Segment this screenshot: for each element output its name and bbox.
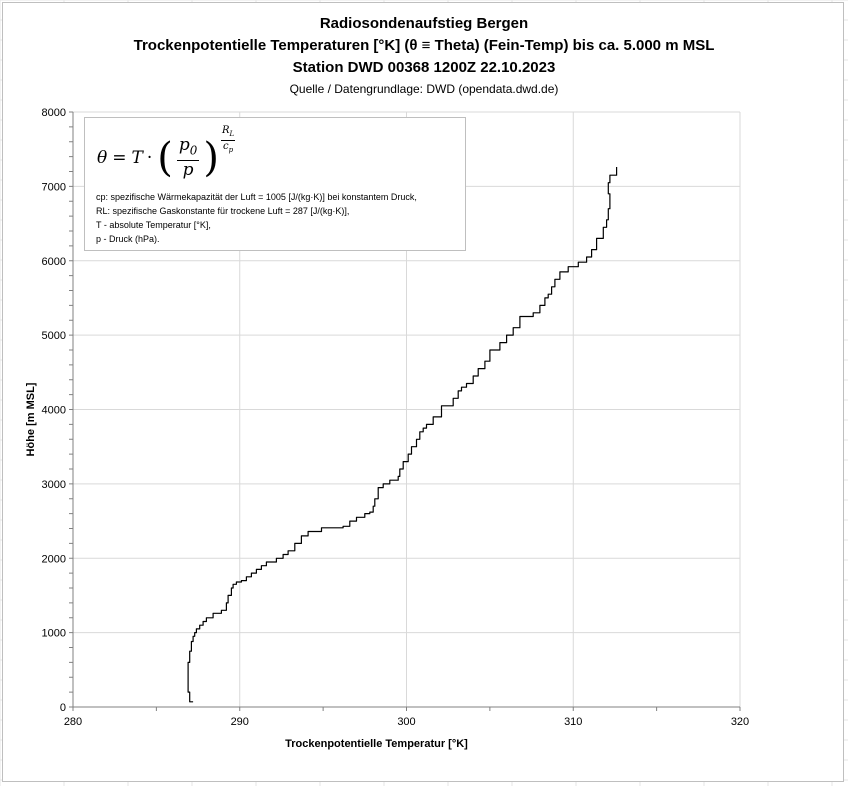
x-tick-label: 320	[730, 716, 750, 728]
annotation-line-p: p - Druck (hPa).	[96, 234, 160, 244]
y-tick-label: 5000	[41, 330, 66, 343]
y-tick-label: 0	[59, 702, 66, 714]
y-tick-label: 4000	[41, 404, 66, 417]
x-tick-label: 290	[230, 716, 249, 728]
y-tick-label: 1000	[41, 627, 66, 640]
x-axis-title: Trockenpotentielle Temperatur [°K]	[285, 738, 468, 750]
chart-subtitle-line-1: Trockenpotentielle Temperaturen [°K] (θ ≡ Theta) (Fein-Temp) bis ca. 5.000 m MSL	[133, 37, 715, 54]
y-tick-label: 2000	[41, 553, 66, 566]
y-axis-title: Höhe [m MSL]	[25, 382, 37, 457]
y-tick-label: 3000	[41, 478, 66, 491]
y-tick-label: 8000	[41, 107, 66, 119]
annotation-line-t: T - absolute Temperatur [°K],	[96, 220, 211, 230]
chart-title: Radiosondenaufstieg Bergen	[319, 15, 529, 32]
x-tick-label: 280	[63, 716, 83, 728]
x-tick-label: 300	[397, 716, 416, 728]
annotation-line-cp: cp: spezifische Wärmekapazität der Luft = 1005 [J/(kg·K)] bei konstantem Druck,	[96, 192, 417, 202]
chart-source: Quelle / Datengrundlage: DWD (opendata.dwd.de)	[289, 82, 559, 96]
y-tick-label: 7000	[41, 181, 66, 194]
formula-annotation-box[interactable]	[84, 117, 466, 251]
x-tick-label: 310	[564, 716, 583, 728]
chart-subtitle-line-2: Station DWD 00368 1200Z 22.10.2023	[292, 59, 556, 76]
annotation-line-rl: RL: spezifische Gaskonstante für trockene Luft = 287 [J/(kg·K)],	[96, 206, 350, 216]
y-tick-label: 6000	[41, 255, 66, 268]
theta-formula: θ = T · ( $\frac{p_0}{p}$ ) $\frac{R_L}{c_p}$	[97, 124, 235, 181]
